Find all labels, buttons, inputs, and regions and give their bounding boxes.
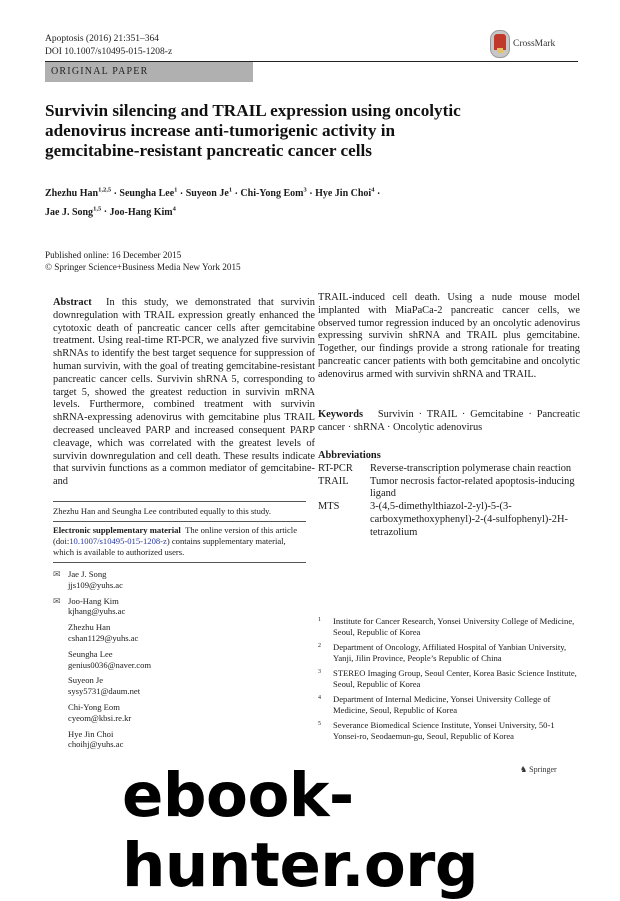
abstract-left xyxy=(53,297,315,489)
affiliation-number: 5 xyxy=(318,720,321,727)
author-affiliation-mark: 3 xyxy=(303,187,307,194)
abbreviation-key: TRAIL xyxy=(318,475,349,487)
contact-details xyxy=(68,622,138,644)
abbreviation-row xyxy=(318,463,580,476)
author-affiliation-mark: 1,2,5 xyxy=(98,187,112,194)
contact-details xyxy=(68,702,131,724)
affiliation-number: 3 xyxy=(318,668,321,675)
journal-citation: Apoptosis (2016) 21:351–364 xyxy=(45,34,159,44)
footnote-rule xyxy=(53,562,306,563)
contact-name: Suyeon Je xyxy=(68,675,104,686)
author-affiliation-mark: 1,5 xyxy=(93,205,102,213)
contact-name: Seungha Lee xyxy=(68,648,113,659)
published-date: Published online: 16 December 2015 xyxy=(45,250,182,260)
author-name: Suyeon Je xyxy=(185,188,229,200)
affiliation-text: STEREO Imaging Group, Seoul Center, Korea Basic Science Institute, Seoul, Republic of Korea xyxy=(333,667,577,689)
author-affiliation-mark: 4 xyxy=(172,205,176,213)
affiliation-text: Department of Oncology, Affiliated Hospital of Yanbian University, Yanji, Jilin Province, People’s Republic of China xyxy=(333,641,567,663)
contact-spacer xyxy=(53,622,68,644)
affiliation-list xyxy=(318,616,580,746)
crossmark-logo-icon xyxy=(490,30,510,58)
contact-email[interactable]: kjhang@yuhs.ac xyxy=(68,606,126,617)
affiliation-entry xyxy=(318,668,580,690)
author-list xyxy=(45,183,485,220)
contact-details xyxy=(68,596,125,618)
author xyxy=(45,188,111,199)
abbreviation-key: RT-PCR xyxy=(318,462,353,474)
paper-title: Survivin silencing and TRAIL expression using oncolytic adenovirus increase anti-tumorigenic activity in gemcitabine-resistant pancreatic cancer cells xyxy=(45,101,461,160)
author-affiliation-mark: 4 xyxy=(371,187,375,194)
footnote-rule xyxy=(53,521,306,522)
author-separator: · xyxy=(101,206,110,218)
affiliation-entry xyxy=(318,720,580,742)
affiliation-text: Severance Biomedical Science Institute, Yonsei University, 50-1 Yonsei-ro, Seodaemun-gu, Seoul, Republic of Korea xyxy=(333,719,555,741)
contact-spacer xyxy=(53,729,68,751)
contact-entry xyxy=(53,569,253,591)
author-separator: · xyxy=(111,188,120,200)
crossmark-label: CrossMark xyxy=(513,39,556,49)
contact-entry xyxy=(53,596,253,618)
contact-list xyxy=(53,569,253,755)
keywords xyxy=(318,409,580,435)
esm-text: ) contains supplementary material, which is available to authorized users. xyxy=(53,536,286,557)
abbreviations-label: Abbreviations xyxy=(318,450,381,461)
author-separator: · xyxy=(232,188,241,200)
abbreviations-list xyxy=(318,463,580,540)
abbreviations xyxy=(318,450,580,540)
contact-email[interactable]: jjs109@yuhs.ac xyxy=(68,579,123,590)
contact-spacer xyxy=(53,649,68,671)
author-separator: · xyxy=(306,188,316,200)
contact-details xyxy=(68,649,151,671)
contact-name: Hye Jin Choi xyxy=(68,728,114,739)
contact-entry xyxy=(53,729,253,751)
watermark: ebook-hunter.org xyxy=(122,760,479,901)
doi: DOI 10.1007/s10495-015-1208-z xyxy=(45,46,173,57)
author-name: Hye Jin Choi xyxy=(315,188,372,200)
affiliation-text: Department of Internal Medicine, Yonsei University College of Medicine, Seoul, Republic of Korea xyxy=(333,693,551,715)
affiliation-entry xyxy=(318,694,580,716)
affiliation-entry xyxy=(318,642,580,664)
author-name: Seungha Lee xyxy=(119,188,175,200)
esm-text: The online version of this article (doi: xyxy=(53,525,298,546)
contact-name: Chi-Yong Eom xyxy=(68,701,120,712)
contact-email[interactable]: cyeom@kbsi.re.kr xyxy=(68,712,132,723)
author xyxy=(186,188,232,199)
contact-name: Joo-Hang Kim xyxy=(68,595,119,606)
author xyxy=(315,188,374,199)
esm-note xyxy=(53,525,306,558)
abbreviation-row xyxy=(318,476,580,502)
contact-details xyxy=(68,569,123,591)
crossmark-badge[interactable] xyxy=(490,30,555,58)
publisher-label: Springer xyxy=(529,765,557,774)
envelope-icon: ✉ xyxy=(53,595,61,606)
contact-email[interactable]: genius0036@naver.com xyxy=(68,659,152,670)
abstract-label: Abstract xyxy=(53,297,92,308)
keywords-text: Survivin · TRAIL · Gemcitabine · Pancreatic cancer · shRNA · Oncolytic adenovirus xyxy=(318,409,580,433)
author xyxy=(119,188,177,199)
contact-entry xyxy=(53,675,253,697)
author-affiliation-mark: 1 xyxy=(174,187,178,194)
abstract-text-right: TRAIL-induced cell death. Using a nude mouse model implanted with MiaPaCa-2 pancreatic cancer cells, we observed tumor regression induced by an oncolytic adenovirus expressing survivin shRNA and TRAIL plus gemcitabine. Together, our findings provide a strong rationale for treating pancreatic cancer patients with both gemcitabine and oncolytic adenovirus armed with survivin shRNA and TRAIL. xyxy=(318,292,580,380)
contact-spacer xyxy=(53,675,68,697)
abbreviation-value: Reverse-transcription polymerase chain reaction xyxy=(370,462,572,474)
author-name: Jae J. Song xyxy=(45,206,94,218)
author xyxy=(110,207,176,218)
contact-entry xyxy=(53,622,253,644)
affiliation-number: 4 xyxy=(318,694,321,701)
article-type-banner: ORIGINAL PAPER xyxy=(45,62,253,82)
abbreviation-key: MTS xyxy=(318,501,340,513)
abstract-right xyxy=(318,292,580,382)
author-separator: · xyxy=(374,188,381,200)
contact-entry xyxy=(53,649,253,671)
contact-spacer xyxy=(53,702,68,724)
author-separator: · xyxy=(177,188,186,200)
affiliation-text: Institute for Cancer Research, Yonsei University College of Medicine, Seoul, Republic of Korea xyxy=(333,616,575,637)
contact-email[interactable]: sysy5731@daum.net xyxy=(68,686,141,697)
copyright: © Springer Science+Business Media New York 2015 xyxy=(45,261,241,272)
contact-name: Jae J. Song xyxy=(68,569,107,579)
abbreviation-value: Tumor necrosis factor-related apoptosis-inducing ligand xyxy=(370,475,575,500)
contact-email[interactable]: cshan1129@yuhs.ac xyxy=(68,632,139,643)
author-name: Zhezhu Han xyxy=(45,188,99,200)
equal-contribution-note: Zhezhu Han and Seungha Lee contributed equally to this study. xyxy=(53,506,272,516)
abbreviation-row xyxy=(318,501,580,539)
author-name: Chi-Yong Eom xyxy=(240,188,304,200)
esm-doi-link[interactable]: 10.1007/s10495-015-1208-z xyxy=(69,536,167,546)
publication-info xyxy=(45,250,241,273)
contact-details xyxy=(68,729,123,751)
author-name: Joo-Hang Kim xyxy=(109,206,173,218)
author-affiliation-mark: 1 xyxy=(228,187,233,194)
envelope-icon: ✉ xyxy=(53,569,61,579)
abbreviation-value: 3-(4,5-dimethylthiazol-2-yl)-5-(3-carboxymethoxyphenyl)-2-(4-sulfophenyl)-2H-tetrazolium xyxy=(370,501,568,538)
contact-email[interactable]: choihj@yuhs.ac xyxy=(68,739,124,750)
affiliation-entry xyxy=(318,616,580,638)
contact-details xyxy=(68,675,140,697)
keywords-label: Keywords xyxy=(318,409,364,420)
affiliation-number: 2 xyxy=(318,642,321,649)
abstract-text-left: In this study, we demonstrated that survivin downregulation with TRAIL expression greatly enhanced the cytotoxic death of pancreatic cancer cells after gemcitabine treatment. Using real-time RT-PCR, we analyzed five survivin shRNAs to identify the best target sequence for suppression of human survivin, with the goal of treating gemcitabine-resistant pancreatic cancer cells. Survivin shRNA 5, corresponding to target 5, showed the greatest reduction in survivin mRNA levels. Furthermore, combined treatment with survivin shRNA-expressing adenovirus with gemcitabine plus TRAIL decreased uncleaved PARP and increased consequent PARP cleavage, which was correlated with the greatest levels of survivin downregulation and cell death. These results indicate that survivin functions as a common mediator of gemcitabine- and xyxy=(53,297,315,488)
footnote-rule xyxy=(53,501,306,502)
affiliation-number: 1 xyxy=(318,617,321,623)
contact-name: Zhezhu Han xyxy=(68,622,111,633)
journal-header xyxy=(45,33,172,58)
contact-entry xyxy=(53,702,253,724)
author xyxy=(240,188,306,199)
author xyxy=(45,207,101,218)
esm-label: Electronic supplementary material xyxy=(53,525,181,535)
springer-horse-icon: ♞ xyxy=(520,765,528,774)
